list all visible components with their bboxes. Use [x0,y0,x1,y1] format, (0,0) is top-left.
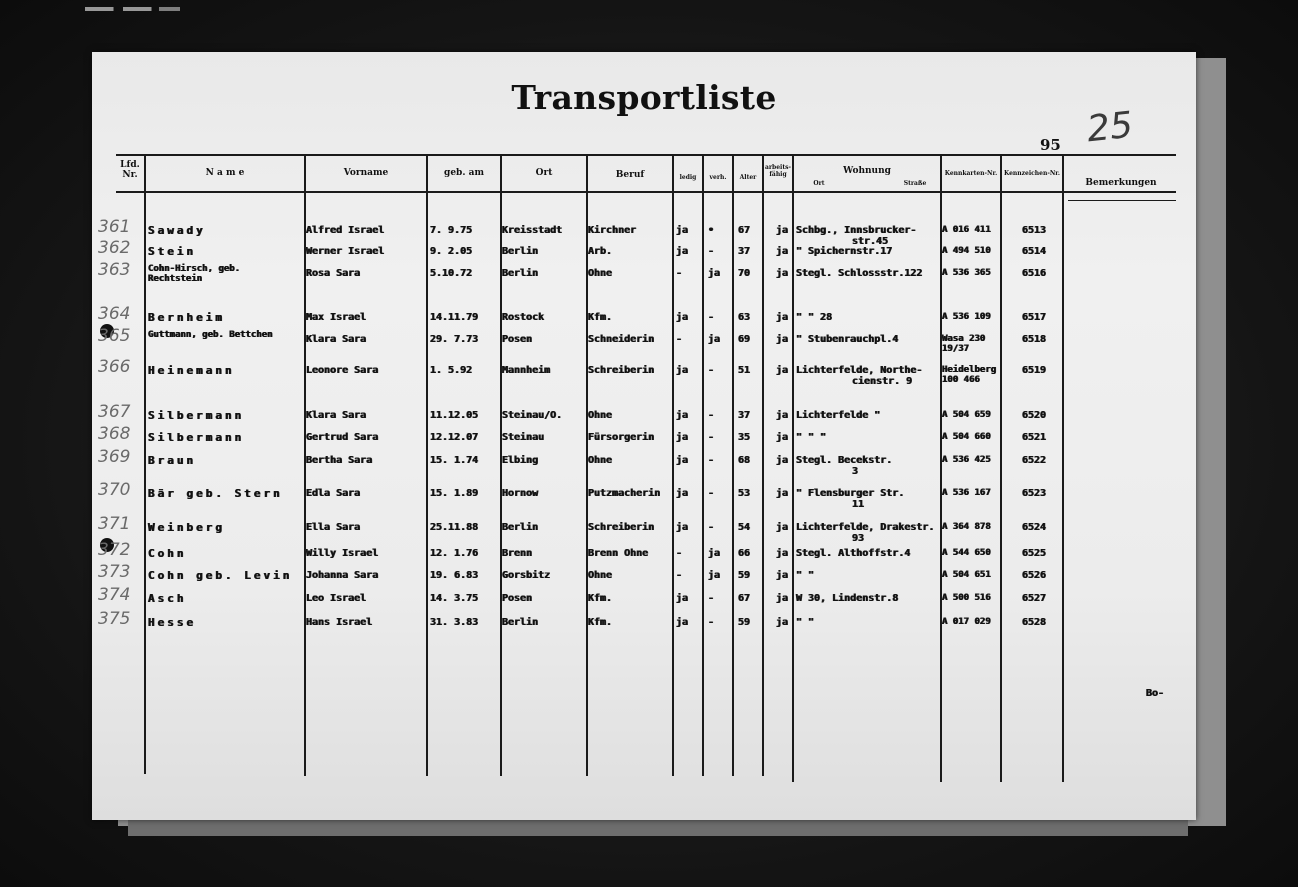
row-ledig: ja [676,225,689,236]
header-alter: Alter [739,174,757,181]
row-vorname: Alfred Israel [306,225,385,236]
handwritten-page-number: 25 [1084,104,1135,151]
row-kennzeichen: 6519 [1022,365,1047,376]
row-wohnung: Schbg., Innsbrucker- [796,225,917,236]
document-title: Transportliste [511,78,777,117]
row-vorname: Johanna Sara [306,570,379,581]
row-beruf: Schreiberin [588,365,655,376]
row-wohnung: " " 28 [796,312,833,323]
row-geb-am: 29. 7.73 [430,334,479,345]
row-ort: Berlin [502,522,539,533]
row-lfd: 368 [98,424,131,444]
row-vorname: Klara Sara [306,410,367,421]
row-name: Hesse [148,616,197,629]
page-number: 95 [1040,136,1061,154]
row-kennkarten: A 504 651 [942,570,991,580]
row-verh: - [708,617,715,628]
row-geb-am: 25.11.88 [430,522,479,533]
row-wohnung: " Flensburger Str. [796,488,905,499]
row-kennzeichen: 6521 [1022,432,1047,443]
row-alter: 68 [738,455,751,466]
row-verh: ja [708,548,721,559]
row-kennkarten: A 504 659 [942,410,991,420]
row-vorname: Willy Israel [306,548,379,559]
row-lfd: 369 [98,447,131,467]
row-beruf: Schneiderin [588,334,655,345]
row-ort: Steinau [502,432,545,443]
row-ledig: ja [676,246,689,257]
row-verh: - [708,246,715,257]
row-vorname: Bertha Sara [306,455,373,466]
row-geb-am: 14. 3.75 [430,593,479,604]
header-wohnung: Wohnung [843,166,891,176]
header-kennzeichen: Kennzeichen-Nr. [1004,170,1060,177]
row-kennzeichen: 6513 [1022,225,1047,236]
row-name: Silbermann [148,431,245,444]
row-kennkarten: A 494 510 [942,246,991,256]
row-kennzeichen: 6522 [1022,455,1047,466]
row-alter: 70 [738,268,751,279]
row-verh: - [708,365,715,376]
row-name: Asch [148,592,187,605]
row-geb-am: 15. 1.89 [430,488,479,499]
row-name: Braun [148,454,197,467]
col-rule [426,154,428,776]
row-ledig: ja [676,410,689,421]
row-ort: Berlin [502,246,539,257]
row-wohnung: W 30, Lindenstr.8 [796,593,899,604]
row-alter: 66 [738,548,751,559]
row-beruf: Kirchner [588,225,637,236]
row-kennkarten: A 500 516 [942,593,991,603]
row-geb-am: 14.11.79 [430,312,479,323]
row-wohnung-2: 93 [852,533,865,544]
row-geb-am: 7. 9.75 [430,225,473,236]
row-ledig: ja [676,488,689,499]
row-beruf: Arb. [588,246,613,257]
row-ledig: - [676,268,683,279]
header-bemerkungen: Bemerkungen [1085,178,1157,188]
row-vorname: Werner Israel [306,246,385,257]
row-wohnung: Stegl. Schlossstr.122 [796,268,923,279]
row-alter: 54 [738,522,751,533]
row-ledig: - [676,334,683,345]
row-kennkarten: A 504 660 [942,432,991,442]
header-top-rule [116,154,1176,156]
row-ledig: - [676,548,683,559]
row-vorname: Gertrud Sara [306,432,379,443]
row-ort: Posen [502,593,533,604]
row-alter: 67 [738,225,751,236]
col-rule [702,154,704,776]
row-name: Cohn geb. Levin [148,569,293,582]
col-rule [792,154,794,782]
row-wohnung-2: 3 [852,466,859,477]
row-geb-am: 11.12.05 [430,410,479,421]
row-arbeitsfaehig: ja [776,593,789,604]
row-geb-am: 5.10.72 [430,268,473,279]
row-vorname: Klara Sara [306,334,367,345]
row-ledig: ja [676,617,689,628]
row-verh: - [708,522,715,533]
row-ort: Berlin [502,617,539,628]
header-arbeitsfaehig: arbeits-fähig [765,164,791,178]
film-scratch [85,7,180,11]
row-verh: - [708,410,715,421]
row-arbeitsfaehig: ja [776,410,789,421]
row-lfd: 374 [98,585,131,605]
row-wohnung: " " " [796,432,827,443]
row-wohnung: " Spichernstr.17 [796,246,893,257]
row-alter: 53 [738,488,751,499]
row-kennkarten: Heidelberg 100 466 [942,365,997,385]
row-kennzeichen: 6520 [1022,410,1047,421]
row-ort: Rostock [502,312,545,323]
bemerkungen-note: Bo- [1146,688,1165,699]
row-ledig: ja [676,365,689,376]
row-ledig: ja [676,432,689,443]
row-kennzeichen: 6526 [1022,570,1047,581]
row-arbeitsfaehig: ja [776,548,789,559]
row-kennkarten: A 016 411 [942,225,991,235]
row-kennzeichen: 6527 [1022,593,1047,604]
row-alter: 59 [738,617,751,628]
row-ledig: ja [676,455,689,466]
row-name: Cohn [148,547,187,560]
row-wohnung: Stegl. Becekstr. [796,455,893,466]
row-geb-am: 1. 5.92 [430,365,473,376]
row-name: Heinemann [148,364,235,377]
row-wohnung-2: str.45 [852,236,889,247]
row-ort: Posen [502,334,533,345]
row-beruf: Kfm. [588,593,613,604]
row-ort: Hornow [502,488,539,499]
row-verh: ja [708,570,721,581]
row-name: Stein [148,245,197,258]
row-lfd: 364 [98,304,131,324]
col-rule [144,154,146,774]
header-beruf: Beruf [615,170,645,180]
row-wohnung: Lichterfelde, Northe- [796,365,923,376]
row-beruf: Kfm. [588,617,613,628]
bottom-strip [128,820,1188,836]
row-name: Silbermann [148,409,245,422]
col-rule [1062,154,1064,782]
row-ort: Berlin [502,268,539,279]
row-alter: 35 [738,432,751,443]
row-wohnung: Stegl. Althoffstr.4 [796,548,911,559]
header-wohnung-ort: Ort [813,180,825,187]
row-verh: - [708,455,715,466]
row-ort: Kreisstadt [502,225,563,236]
header-bottom-rule [116,191,1176,193]
row-arbeitsfaehig: ja [776,334,789,345]
row-alter: 69 [738,334,751,345]
row-beruf: Ohne [588,570,613,581]
row-kennzeichen: 6528 [1022,617,1047,628]
row-arbeitsfaehig: ja [776,365,789,376]
row-vorname: Max Israel [306,312,367,323]
row-vorname: Rosa Sara [306,268,361,279]
row-beruf: Ohne [588,268,613,279]
header-geb-am: geb. am [444,168,484,178]
row-lfd: 361 [98,217,131,237]
row-kennzeichen: 6517 [1022,312,1047,323]
header-lfd: Lfd. Nr. [120,160,140,180]
row-arbeitsfaehig: ja [776,488,789,499]
row-geb-am: 12.12.07 [430,432,479,443]
row-ort: Brenn [502,548,533,559]
row-lfd: 370 [98,480,131,500]
row-verh: - [708,432,715,443]
row-kennzeichen: 6514 [1022,246,1047,257]
row-lfd: 366 [98,357,131,377]
row-kennzeichen: 6524 [1022,522,1047,533]
row-vorname: Ella Sara [306,522,361,533]
row-beruf: Kfm. [588,312,613,323]
row-kennkarten: A 536 109 [942,312,991,322]
row-ort: Steinau/O. [502,410,563,421]
row-ort: Elbing [502,455,539,466]
row-alter: 51 [738,365,751,376]
row-wohnung: " " [796,570,815,581]
row-vorname: Hans Israel [306,617,373,628]
row-ledig: - [676,570,683,581]
row-arbeitsfaehig: ja [776,246,789,257]
row-lfd: 367 [98,402,131,422]
header-kennkarten: Kennkarten-Nr. [944,170,998,177]
row-geb-am: 15. 1.74 [430,455,479,466]
row-vorname: Leonore Sara [306,365,379,376]
row-beruf: Ohne [588,410,613,421]
row-geb-am: 19. 6.83 [430,570,479,581]
row-kennzeichen: 6516 [1022,268,1047,279]
row-wohnung: " " [796,617,815,628]
row-kennkarten: A 536 425 [942,455,991,465]
row-arbeitsfaehig: ja [776,432,789,443]
row-lfd: 372 [98,540,131,560]
row-ledig: ja [676,593,689,604]
row-geb-am: 12. 1.76 [430,548,479,559]
row-verh: ja [708,334,721,345]
row-name: Bernheim [148,311,225,324]
header-ort: Ort [535,168,553,178]
header-ledig: ledig [679,174,697,181]
row-kennkarten: A 364 878 [942,522,991,532]
row-wohnung: " Stubenrauchpl.4 [796,334,899,345]
row-verh: • [708,225,715,236]
header-name: N a m e [205,168,245,178]
row-wohnung-2: 11 [852,499,865,510]
row-ledig: ja [676,312,689,323]
row-ort: Mannheim [502,365,551,376]
row-lfd: 373 [98,562,131,582]
row-kennkarten: A 536 365 [942,268,991,278]
row-alter: 37 [738,246,751,257]
row-alter: 37 [738,410,751,421]
row-arbeitsfaehig: ja [776,570,789,581]
row-kennkarten: A 544 650 [942,548,991,558]
row-kennzeichen: 6518 [1022,334,1047,345]
col-rule [762,154,764,776]
row-arbeitsfaehig: ja [776,522,789,533]
col-rule [732,154,734,776]
document-sheet [92,52,1196,820]
row-kennzeichen: 6523 [1022,488,1047,499]
row-verh: - [708,312,715,323]
row-geb-am: 31. 3.83 [430,617,479,628]
row-beruf: Fürsorgerin [588,432,655,443]
row-kennkarten: A 017 029 [942,617,991,627]
header-verh: verh. [709,174,727,181]
row-geb-am: 9. 2.05 [430,246,473,257]
row-lfd: 375 [98,609,131,629]
row-beruf: Brenn Ohne [588,548,649,559]
row-verh: ja [708,268,721,279]
row-verh: - [708,488,715,499]
row-name: Guttmann, geb. Bettchen [148,330,273,340]
row-arbeitsfaehig: ja [776,617,789,628]
row-vorname: Leo Israel [306,593,367,604]
header-bottom-rule-right [1068,200,1176,201]
row-verh: - [708,593,715,604]
col-rule [1000,154,1002,782]
header-wohnung-strasse: Straße [903,180,927,187]
row-alter: 59 [738,570,751,581]
row-lfd: 371 [98,514,131,534]
row-name: Sawady [148,224,206,237]
row-ort: Gorsbitz [502,570,551,581]
col-rule [672,154,674,776]
row-name: Cohn-Hirsch, geb. Rechtstein [148,264,241,284]
row-arbeitsfaehig: ja [776,268,789,279]
row-name: Bär geb. Stern [148,487,283,500]
row-beruf: Schreiberin [588,522,655,533]
row-beruf: Ohne [588,455,613,466]
row-kennkarten: A 536 167 [942,488,991,498]
row-wohnung: Lichterfelde, Drakestr. [796,522,935,533]
row-wohnung: Lichterfelde " [796,410,881,421]
row-lfd: 363 [98,260,131,280]
row-arbeitsfaehig: ja [776,455,789,466]
row-arbeitsfaehig: ja [776,312,789,323]
row-name: Weinberg [148,521,225,534]
row-arbeitsfaehig: ja [776,225,789,236]
row-alter: 67 [738,593,751,604]
row-vorname: Edla Sara [306,488,361,499]
row-alter: 63 [738,312,751,323]
header-vorname: Vorname [343,168,389,178]
row-wohnung-2: cienstr. 9 [852,376,913,387]
row-lfd: 362 [98,238,131,258]
row-kennkarten: Wasa 230 19/37 [942,334,986,354]
row-beruf: Putzmacherin [588,488,661,499]
row-kennzeichen: 6525 [1022,548,1047,559]
row-ledig: ja [676,522,689,533]
row-lfd: 365 [98,326,131,346]
